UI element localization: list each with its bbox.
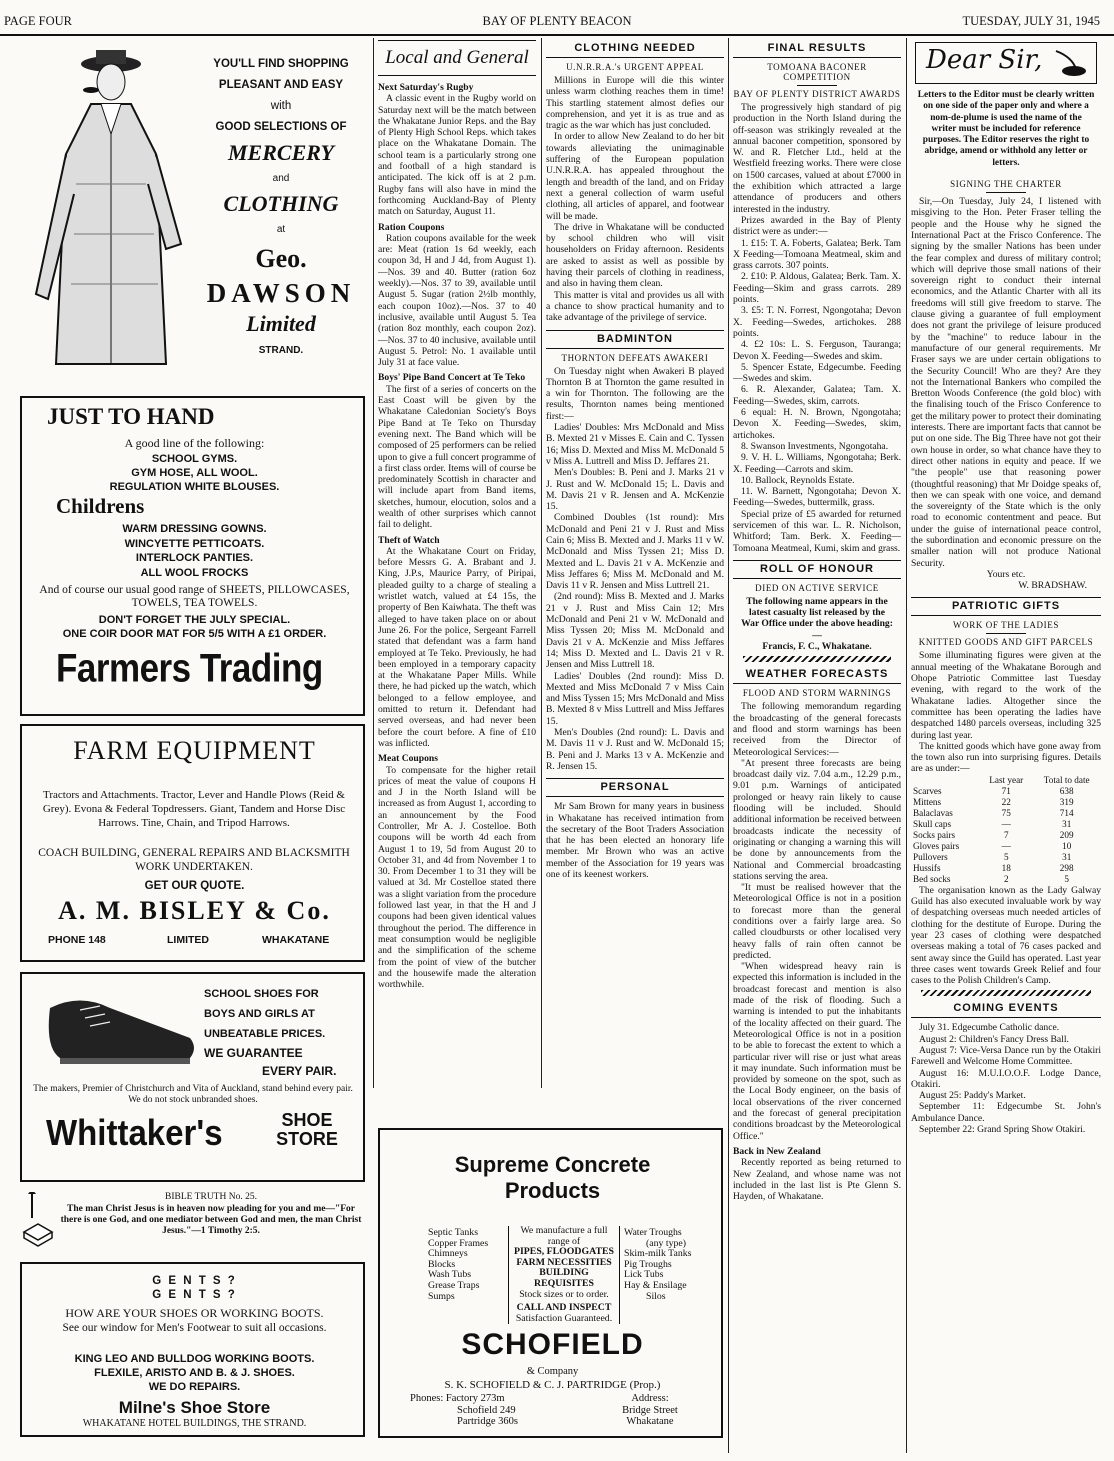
table-cell: 209 xyxy=(1059,829,1074,840)
whittaker-logo: Whittaker's xyxy=(46,1112,223,1153)
bisley-name: A. M. BISLEY & Co. xyxy=(58,896,331,925)
article-text: Prizes awarded in the Bay of Plenty district were as under:— xyxy=(733,214,901,238)
product-item: Skim-milk Tanks xyxy=(624,1248,692,1260)
article-text: "It must be realised however that the Meteorological Office is not in a position to forecast more than the general conditions over a fairly large area. So called cloudbursts or other localised very heavy falls of rain often cannot be predicted. xyxy=(733,882,901,961)
dawson-advert xyxy=(16,44,366,369)
section-title: BADMINTON xyxy=(546,330,724,349)
article-text: Some illuminating figures were given at the annual meeting of the Whakatane Borough and Ohope Patriotic Committee last Tuesday evening, with regard to the work of the Whakatane ladies. Altogether since the committee has been operating the ladies have despatched 1480 parcels overseas, including 325 during last year. xyxy=(911,650,1101,741)
ad-item: SCHOOL GYMS. xyxy=(151,453,238,465)
results-weather-column xyxy=(733,38,901,1451)
section-subtitle: TOMOANA BACONER COMPETITION xyxy=(767,62,867,82)
section-subtitle: DIED ON ACTIVE SERVICE xyxy=(755,582,879,593)
roll-name: Francis, F. C., Whakatane. xyxy=(762,641,872,653)
article-text: 1. £15: T. A. Foberts, Galatea; Berk. Tam X Feeding—Tomoana Meatmeal, skim and grass carrots. 307 points. xyxy=(733,237,901,272)
bisley-phone: PHONE 148 xyxy=(48,934,106,946)
table-cell: 22 xyxy=(1001,796,1011,807)
ad-title: JUST TO HAND xyxy=(47,404,215,429)
ad-text: CALL AND INSPECT xyxy=(516,1302,612,1314)
article-text: (2nd round): Miss B. Mexted and J. Marks 21 v J. Rust and Miss Cain 12; Mrs McDonald and Peni 21 v W. McDonald and Miss Tyssen 20; Miss M. McDonald and Davis 21 v A. McKenzie and Miss Jeffares 14; Miss D. Mexted and L. Davis 21 v R. Jensen and Miss Luttrell 18. xyxy=(546,591,724,671)
local-and-general-column xyxy=(378,38,536,1048)
ad-text: range of xyxy=(547,1235,581,1247)
letters-column xyxy=(911,38,1101,1451)
ad-line: at xyxy=(276,224,286,235)
article-heading: Boys' Pipe Band Concert at Te Teko xyxy=(378,372,526,384)
ad-title: Supreme Concrete xyxy=(454,1152,651,1177)
newspaper-title: BAY OF PLENTY BEACON xyxy=(482,14,632,28)
article-text: 11. W. Barnett, Ngongotaha; Devon X. Feeding—Swedes, buttermilk, grass. xyxy=(733,486,901,509)
whittaker-advert xyxy=(20,972,365,1182)
dawson-name: DAWSON xyxy=(206,278,356,308)
section-title: Local and General xyxy=(378,40,536,76)
article-text: Men's Doubles: B. Peni and J. Marks 21 v J. Rust and W. McDonald 15; L. Davis and M. Davis 21 v R. Jensen and A. McKenzie 15. xyxy=(546,467,724,513)
table-cell: Socks pairs xyxy=(913,829,956,840)
ad-phone: Schofield 249 xyxy=(457,1404,516,1416)
ad-item: GYM HOSE, ALL WOOL. xyxy=(131,467,258,479)
article-text: Recently reported as being returned to New Zealand, and whose name was not included in the last list is Pte Glenn S. Hayden, of Whakatane. xyxy=(733,1157,901,1203)
section-subtitle: U.N.R.R.A.'s URGENT APPEAL xyxy=(566,62,704,72)
lamp-and-book-icon xyxy=(22,1192,56,1250)
letter-heading: SIGNING THE CHARTER xyxy=(950,179,1062,190)
article-text: At the Whakatane Court on Friday, before Messrs G. A. Brabant and J. King, J.P.s, Maurice Parry, of Piripai, pleaded guilty to a charge of stealing a wristlet watch, valued at £4 15s, the property of Ben Kaiwhata. The theft was alleged to have taken place on or about June 26. For the police, Sergeant Farrell stated that defendant was a farm hand employed at Te Teko. Previously, he had been employed in a temporary capacity at the Whakatane Paper Mills. While there, he had picked up the watch, which belonged to a fellow employee, and omitted to return it. Defendant had served overseas, and had never been before the court before. A fine of £10 was inflicted. xyxy=(378,545,536,749)
ad-text: HOW ARE YOUR SHOES OR WORKING BOOTS. xyxy=(65,1306,324,1320)
article-text: The first of a series of concerts on the East Coast will be given by the Whakatane Caledonian Society's Boys Pipe Band at Te Teko on Thursday evening next. The Band which will be composed of 25 performers can be relied upon to give a full concert programme of a first class order. Items will of course be predominately Scottish in character and will include apart from Band items, sketches, humour, elocution, solos and a wealth of other surprises which cannot fail to delight. xyxy=(378,383,536,531)
farmers-trading-advert xyxy=(20,396,365,716)
table-cell: Mittens xyxy=(913,796,942,807)
table-cell: 7 xyxy=(1003,829,1009,840)
mercery-heading: MERCERY xyxy=(228,140,334,165)
ad-address: Bridge Street xyxy=(622,1404,678,1416)
knitted-goods-table xyxy=(911,775,1101,885)
article-text: To compensate for the higher retail prices of meat the value of coupons H and J in the North Island will be increased as from August 1, according to an announcement by the Food Controller, Mr A. J. Costelloe. Both coupons will be worth 4d each from August 1 to 19, 5d from August 20 to October 31, and 4d from November 1 to 30. From December 1 to 31 they will be valued at 3d. Mr Costelloe stated there was a slight variation from the procedure followed last year, in that the H and J coupons had been given identical values throughout the period. The difference in meat consumption would be negligible and the simplification of the scheme from the point of view of the butcher and the housewife made the alteration worthwhile. xyxy=(378,764,536,991)
ad-services: COACH BUILDING, GENERAL REPAIRS AND BLACKSMITH WORK UNDERTAKEN. xyxy=(38,847,350,873)
product-item: Hay & Ensilage xyxy=(624,1279,687,1291)
product-item: (any type) xyxy=(646,1237,686,1249)
letters-notice: Letters to the Editor must be clearly written on one side of the paper only and where a nom-de-plume is used the name of the writer must be included for reference purposes. The Editor reserves the right to abridge, amend or withhold any letter or letters. xyxy=(917,90,1095,168)
article-text: Combined Doubles (1st round): Mrs McDonald and Peni 21 v J. Rust and Miss Cain 6; Miss B. Mexted and J. Marks 11 v W. McDonald and Miss Tyssen 21; Miss D. Mexted and L. Davis 21 v A. McKenzie and Miss Jeffares 6; Miss M. McDonald and M. Davis 11 v R. Jensen and Miss Luttrell 21. xyxy=(546,512,724,592)
article-text: This matter is vital and provides us all with a chance to show practical humanity and to take advantage of the privilege of service. xyxy=(546,289,724,324)
section-subtitle: FLOOD AND STORM WARNINGS xyxy=(742,688,892,699)
table-row xyxy=(911,786,1101,797)
ad-title: FARM EQUIPMENT xyxy=(73,736,316,765)
section-title: WEATHER FORECASTS xyxy=(733,666,901,684)
table-cell: — xyxy=(1001,818,1011,829)
section-subtitle: THORNTON DEFEATS AWAKERI xyxy=(561,352,709,363)
product-item: Sumps xyxy=(428,1290,455,1302)
article-text: 5. Spencer Estate, Edgecumbe. Feeding—Swedes and skim. xyxy=(733,361,901,385)
ad-intro: A good line of the following: xyxy=(124,436,265,450)
section-title: PATRIOTIC GIFTS xyxy=(911,597,1101,616)
ad-text: Satisfaction Guaranteed. xyxy=(515,1312,613,1324)
ad-company: & Company xyxy=(526,1366,579,1377)
article-text: 9. V. H. L. Williams, Ngongotaha; Berk. X. Feeding—Carrots and skim. xyxy=(733,452,901,475)
clothing-badminton-column xyxy=(546,38,724,1048)
column-rule xyxy=(906,38,907,1453)
section-subtitle: WORK OF THE LADIES xyxy=(953,620,1059,631)
article-text: 2. £10: P. Aldous, Galatea; Berk. Tam. X. Feeding—Skim and grass carrots. 289 points. xyxy=(733,271,901,306)
event-item: September 11: Edgecumbe St. John's Ambulance Dance. xyxy=(911,1101,1101,1124)
ad-item: WINCYETTE PETTICOATS. xyxy=(124,537,265,550)
clothing-heading: CLOTHING xyxy=(223,191,339,216)
column-rule xyxy=(541,38,542,1088)
section-title: PERSONAL xyxy=(546,778,724,797)
column-rule xyxy=(728,38,729,1453)
product-item: Copper Frames xyxy=(428,1237,489,1249)
table-cell: 298 xyxy=(1059,862,1074,873)
ad-text: Tractors and Attachments. Tractor, Lever and Handle Plows (Reid & Grey). Evona & Federal Topdressers. Giant, Tandem and Horse Disc Harrows. Tine, Chain, and Tripod Harrows. xyxy=(42,789,346,829)
table-cell: 71 xyxy=(1001,785,1011,796)
ad-line: PLEASANT AND EASY xyxy=(218,79,344,91)
limited-label: Limited xyxy=(246,311,316,336)
article-text: The organisation known as the Lady Galway Guild has also executed invaluable work by way of despatching overseas much needed articles of clothing for the destitute of Europe. During the year 23 cases of clothing were despatched overseas making a total of 76 cases packed and sent away since the Guild has operated. Last year three cases went towards Greek Relief and four cases to the Polish Children's Camp. xyxy=(911,884,1101,987)
quill-inkwell-icon xyxy=(1052,49,1088,77)
product-item: Silos xyxy=(646,1290,666,1302)
product-item: Grease Traps xyxy=(428,1279,480,1291)
product-item: Water Troughs xyxy=(624,1227,682,1238)
ad-item: REGULATION WHITE BLOUSES. xyxy=(109,481,280,493)
ad-title: Products xyxy=(504,1178,601,1203)
ad-item: INTERLOCK PANTIES. xyxy=(135,552,254,564)
ad-text: PIPES, FLOODGATES xyxy=(514,1246,614,1258)
bible-title: BIBLE TRUTH No. 25. xyxy=(165,1192,257,1202)
ad-text: We manufacture a full xyxy=(520,1225,608,1236)
ad-phone: Partridge 360s xyxy=(457,1416,518,1427)
ad-item: WARM DRESSING GOWNS. xyxy=(122,523,267,535)
letter-closing: Yours etc. xyxy=(986,568,1026,580)
ad-line: BOYS AND GIRLS AT xyxy=(204,1008,315,1020)
section-subtitle: BAY OF PLENTY DISTRICT AWARDS xyxy=(733,89,901,99)
man-in-raincoat-illustration xyxy=(16,44,186,369)
article-text: A classic event in the Rugby world on Saturday next will be the match between the Whakatane Junior Reps. and the Bay of Plenty High School Reps. which takes place on the Whakatane Domain. The school team is a particularly strong one and football of a high standard is anticipated. The kick off is at 2 p.m. Rugby fans will also have in mind the forthcoming Auckland-Bay of Plenty match on Saturday, August 11. xyxy=(378,93,536,218)
article-text: Special prize of £5 awarded for returned servicemen of this war. L. R. Nicholson, Whitford; Tam. Berk. X. Feeding—Tomoana Meatmeal, Kumi, skim and grass. xyxy=(733,508,901,554)
table-cell: 75 xyxy=(1001,807,1011,818)
table-header: Total to date xyxy=(1043,774,1090,785)
ad-text: FARM NECESSITIES xyxy=(516,1256,612,1268)
article-text: Ration coupons available for the week are: Meat (ration 1s 6d weekly, each coupon 3d, H and J 4d, from August 1).—Nos. 39 and 40. Butter (ration 6oz weekly).—Nos. 37 to 39, available until August 5. Sugar (ration 2½lb monthly, each coupon 10oz).—Nos. 37 to 40 inclusive, available until August 5. Tea (ration 8oz monthly, each coupon 2oz).—Nos. 37 to 40 inclusive, available until August 5. Petrol: No. 1 available until July 31 at face value. xyxy=(378,232,536,369)
milne-address: WHAKATANE HOTEL BUILDINGS, THE STRAND. xyxy=(82,1418,307,1429)
ad-line: YOU'LL FIND SHOPPING xyxy=(213,58,349,70)
ad-phone: Phones: Factory 273m xyxy=(410,1393,505,1404)
article-text: The progressively high standard of pig production in the North Island during the off-season was strikingly revealed at the annual baconer competition, sponsored by W. and R. Fletcher Ltd., held at the Westfield freezing works. There were close on 1500 carcases, valued at about £7000 in the exhibition which attracted a large attendance of producers and others interested in the industry. xyxy=(733,102,901,215)
ad-line: with xyxy=(270,100,292,112)
article-heading: Back in New Zealand xyxy=(733,1145,821,1157)
article-heading: Theft of Watch xyxy=(378,534,440,546)
table-row xyxy=(911,863,1101,874)
ad-text: BUILDING REQUISITES xyxy=(534,1267,594,1289)
table-header: Last year xyxy=(989,774,1024,785)
ad-offer: ONE COIR DOOR MAT FOR 5/5 WITH A £1 ORDER. xyxy=(62,628,327,640)
table-row xyxy=(911,841,1101,852)
table-row xyxy=(911,797,1101,808)
table-header xyxy=(911,775,980,786)
article-text: In order to allow New Zealand to do her bit towards alleviating the unimaginable suffering of the European population U.N.R.R.A. has appealed throughout the length and breadth of the land, and on Friday next a general collection of warm useful clothing, all articles of apparel, and footwear will be made. xyxy=(546,131,724,222)
table-cell: 18 xyxy=(1001,862,1011,873)
product-item: Blocks xyxy=(428,1258,456,1270)
ad-props: S. K. SCHOFIELD & C. J. PARTRIDGE (Prop.) xyxy=(444,1379,661,1391)
section-title: COMING EVENTS xyxy=(911,1000,1101,1018)
shoe-illustration xyxy=(40,988,200,1070)
article-text: 3. £5: T. N. Forrest, Ngongotaha; Devon X. Feeding—Swedes, artichokes. 288 points. xyxy=(733,305,901,339)
milne-advert xyxy=(20,1262,365,1437)
article-text: Ladies' Doubles: Mrs McDonald and Miss B. Mexted 21 v Misses E. Cain and C. Tyssen 16; Miss D. Mexted and Miss M. McDonald 5 v Miss A. Luttrell and Miss D. Jeffares 21. xyxy=(546,422,724,467)
decorative-divider xyxy=(921,990,1091,996)
event-item: August 16: M.U.I.O.O.F. Lodge Dance, Otakiri. xyxy=(911,1067,1101,1090)
table-cell: 31 xyxy=(1062,851,1072,862)
schofield-logo: SCHOFIELD xyxy=(461,1328,644,1361)
event-item: August 2: Children's Fancy Dress Ball. xyxy=(919,1033,1069,1045)
bible-truth xyxy=(22,1188,364,1254)
masthead xyxy=(0,10,1114,36)
shoe-label: SHOE xyxy=(281,1110,333,1130)
decorative-divider xyxy=(743,656,891,662)
farmers-trading-logo: Farmers Trading xyxy=(56,646,323,691)
ad-address: Whakatane xyxy=(626,1416,674,1427)
table-row xyxy=(911,830,1101,841)
ad-every-pair: EVERY PAIR. xyxy=(262,1064,337,1078)
table-row xyxy=(911,874,1101,885)
ad-line: GOOD SELECTIONS OF xyxy=(215,121,347,133)
ad-text: Stock sizes or to order. xyxy=(519,1288,609,1300)
article-text: Mr Sam Brown for many years in business in Whakatane has received intimation from the secretary of the Boot Traders Association that he has been elected an honorary life member. Mr Brown who was an active member of the Association for 19 years was one of its keenest workers. xyxy=(546,801,724,880)
product-item: Pig Troughs xyxy=(624,1258,672,1270)
ad-item: KING LEO AND BULLDOG WORKING BOOTS. xyxy=(74,1353,315,1365)
ad-text: See our window for Men's Footwear to suit all occasions. xyxy=(62,1322,327,1334)
strand-label: STRAND. xyxy=(258,345,304,356)
table-cell: 5 xyxy=(1003,851,1009,862)
table-row xyxy=(911,852,1101,863)
table-cell: Scarves xyxy=(913,785,942,796)
table-cell: 638 xyxy=(1059,785,1074,796)
ad-line: UNBEATABLE PRICES. xyxy=(204,1028,326,1040)
ad-item: WE DO REPAIRS. xyxy=(148,1381,241,1393)
section-title: CLOTHING NEEDED xyxy=(546,40,724,58)
article-heading: Ration Coupons xyxy=(378,221,445,233)
store-label: STORE xyxy=(276,1129,338,1149)
column-rule xyxy=(373,38,374,1088)
article-text: Millions in Europe will die this winter unless warm clothing reaches them in time! This startling statement almost defies our comprehension, and yet it is as true and as tragic as the war which has just concluded. xyxy=(546,75,724,132)
table-cell: 319 xyxy=(1059,796,1074,807)
letter-signature: W. BRADSHAW. xyxy=(1018,580,1087,592)
geo-name: Geo. xyxy=(255,244,307,273)
article-text: Ladies' Doubles (2nd round): Miss D. Mexted and Miss McDonald 7 v Miss Cain and Miss Tyssen 15; Mrs McDonald and Miss B. Mexted 8 v Miss Luttrell and Miss Jeffares 15. xyxy=(546,670,724,727)
article-text: 6 equal: H. N. Brown, Ngongotaha; Devon X. Feeding—Swedes, skim, artichokes. xyxy=(733,407,901,441)
product-item: Wash Tubs xyxy=(428,1269,472,1281)
table-cell: 2 xyxy=(1003,873,1009,884)
table-row xyxy=(911,808,1101,819)
gents-line: G E N T S ? xyxy=(152,1275,237,1287)
letter-text: Sir,—On Tuesday, July 24, I listened with misgiving to the Hon. Peter Fraser telling the people and the House why he signed the International Pact at the Frisco Conference. The signing by the smaller Nations has been under the fear complex and duress of military control; which will deprive those small nations of their sovereign right to conduct their internal economics, and the Atlantic Charter with all its freedoms will still give freedom to starve. The clause giving a guarantee of full employment does not grant the privilege of leisure produced by the "machine" to reduce labour in the manufacture of our general requirements. Mr Fraser says we are under certain obligations to the Security Council! Who are they? Are they not the International Bankers who compiled the Bretton Woods Conference (the gold bloc) with the finalising touch of the Frisco Conference to get the military power to protect their dominating interests. There are important facts that cannot be put on one side. The Big Three have not got their own house in order, so what chance have they to direct other nations in equity and peace. If we "the people" use that reasoning power (thoughtful reasoning) that Mr Doidge speaks of, then we can speak with one voice, and demand the sovereignty of the State which is the only road to economic contentment and peace. But under the guise of international peace control, the subordination and economic pressure on the smaller nation will not produce National Security. xyxy=(911,196,1101,569)
page-number: PAGE FOUR xyxy=(4,14,72,28)
ad-special: DON'T FORGET THE JULY SPECIAL. xyxy=(98,614,291,626)
ad-line: and xyxy=(272,173,290,184)
ad-address: Address: xyxy=(631,1393,669,1404)
ad-guarantee: WE GUARANTEE xyxy=(204,1046,303,1060)
ad-item: FLEXILE, ARISTO AND B. & J. SHOES. xyxy=(94,1367,295,1379)
ad-quote: GET OUR QUOTE. xyxy=(144,880,245,892)
article-text: The drive in Whakatane will be conducted by school children who will visit householders on Friday afternoon. Residents are asked to assist as well as possible by having their parcels of clothing in readiness, and also in having them clean. xyxy=(546,221,724,290)
table-cell: Bed socks xyxy=(913,873,951,884)
article-text: The following memorandum regarding the broadcasting of the general forecasts and flood and storm warnings has been received from the Director of Meteorological Services:— xyxy=(733,701,901,758)
table-cell: 5 xyxy=(1064,873,1069,884)
article-text: The knitted goods which have gone away from the town also run into surprising figures. Details are as under:— xyxy=(911,740,1101,775)
article-text: On Tuesday night when Awakeri B played Thornton B at Thornton the game resulted in a win for Thornton. The following are the results, Thornton names being mentioned first:— xyxy=(546,365,724,422)
article-text: 4. £2 10s: L. S. Ferguson, Tauranga; Devon X. Feeding—Swedes and skim. xyxy=(733,339,901,362)
table-cell: 10 xyxy=(1062,840,1072,851)
table-cell: Skull caps xyxy=(913,818,952,829)
ad-line: SCHOOL SHOES FOR xyxy=(204,988,319,1000)
bisley-limited: LIMITED xyxy=(167,934,209,946)
dear-sir-script: Dear Sir, xyxy=(926,45,1043,75)
milne-logo: Milne's Shoe Store xyxy=(118,1398,271,1417)
section-title: ROLL OF HONOUR xyxy=(733,560,901,579)
bible-text: The man Christ Jesus is in heaven now pleading for you and me—"For there is one God, and one mediator between God and men, the man Christ Jesus."—1 Timothy 2:5. xyxy=(60,1204,362,1236)
product-item: Lick Tubs xyxy=(624,1269,664,1281)
section-subtitle: KNITTED GOODS AND GIFT PARCELS xyxy=(918,637,1094,648)
ad-makers: The makers, Premier of Christchurch and Vita of Auckland, stand behind every pair. We do not stock unbranded shoes. xyxy=(33,1084,353,1105)
product-item: Septic Tanks xyxy=(428,1227,479,1238)
table-row xyxy=(911,819,1101,830)
childrens-heading: Childrens xyxy=(56,494,145,518)
article-text: "When widespread heavy rain is expected this information is included in the broadcast forecast and mention is also made of the risk of flooding. Such a warning is intended to put the inhabitants of the locality affected on their guard. The Meteorological Office is not in a position to be able to forecast the extent to which a particular river will rise or just what areas it may inundate. Such information must be provided by someone on the spot, such as the Local Body engineer, on the basis of local observations of the river concerned and the forecast of general precipitation conditions broadcast by the Meteorological Office." xyxy=(733,961,901,1142)
roll-text: The following name appears in the latest casualty list released by the War Office under the above heading:— xyxy=(741,595,893,641)
article-heading: Meat Coupons xyxy=(378,753,438,765)
article-text: "At present three forecasts are being broadcast daily viz. 7.04 a.m., 12.29 p.m., 9.01 p.m. Warnings of anticipated prolonged or heavy rain likely to cause flooding will be included. Should additional information be received between broadcasts indicate the necessity of originating or changing a warning this will be done by announcements from the National and Commercial broadcasting stations serving the area. xyxy=(733,757,901,882)
product-item: Chimneys xyxy=(428,1248,468,1260)
dear-sir-logo xyxy=(915,42,1097,84)
event-item: July 31. Edgecumbe Catholic dance. xyxy=(919,1022,1060,1034)
bisley-town: WHAKATANE xyxy=(262,934,330,946)
article-heading: Next Saturday's Rugby xyxy=(378,82,474,93)
article-text: Men's Doubles (2nd round): L. Davis and M. Davis 11 v J. Rust and W. McDonald 15; B. Peni and J. Marks 13 v A. McKenzie and R. Jensen 15. xyxy=(546,727,724,772)
gents-line: G E N T S ? xyxy=(152,1289,237,1301)
table-cell: 714 xyxy=(1059,807,1074,818)
table-cell: Balaclavas xyxy=(913,807,953,818)
table-cell: — xyxy=(1001,840,1011,851)
article-text: 8. Swanson Investments, Ngongotaha. xyxy=(741,440,889,452)
ad-item: ALL WOOL FROCKS xyxy=(140,566,249,579)
issue-date: TUESDAY, JULY 31, 1945 xyxy=(962,14,1100,28)
table-cell: Gloves pairs xyxy=(913,840,960,851)
article-text: 6. R. Alexander, Galatea; Tam. X. Feeding—Swedes, skim, carrots. xyxy=(733,384,901,407)
bisley-advert xyxy=(20,724,365,962)
ad-range: And of course our usual good range of SHEETS, PILLOWCASES, TOWELS, TEA TOWELS. xyxy=(39,584,350,609)
section-title: FINAL RESULTS xyxy=(733,40,901,58)
event-item: August 7: Vice-Versa Dance run by the Otakiri Farewell and Welcome Home Committee. xyxy=(911,1045,1101,1068)
table-cell: 31 xyxy=(1062,818,1072,829)
table-cell: Pullovers xyxy=(913,851,948,862)
table-cell: Hussifs xyxy=(913,862,941,873)
schofield-advert xyxy=(378,1128,723,1438)
article-text: 10. Ballock, Reynolds Estate. xyxy=(741,474,855,486)
event-item: August 25: Paddy's Market. xyxy=(919,1090,1026,1102)
event-item: September 22: Grand Spring Show Otakiri. xyxy=(919,1124,1086,1136)
